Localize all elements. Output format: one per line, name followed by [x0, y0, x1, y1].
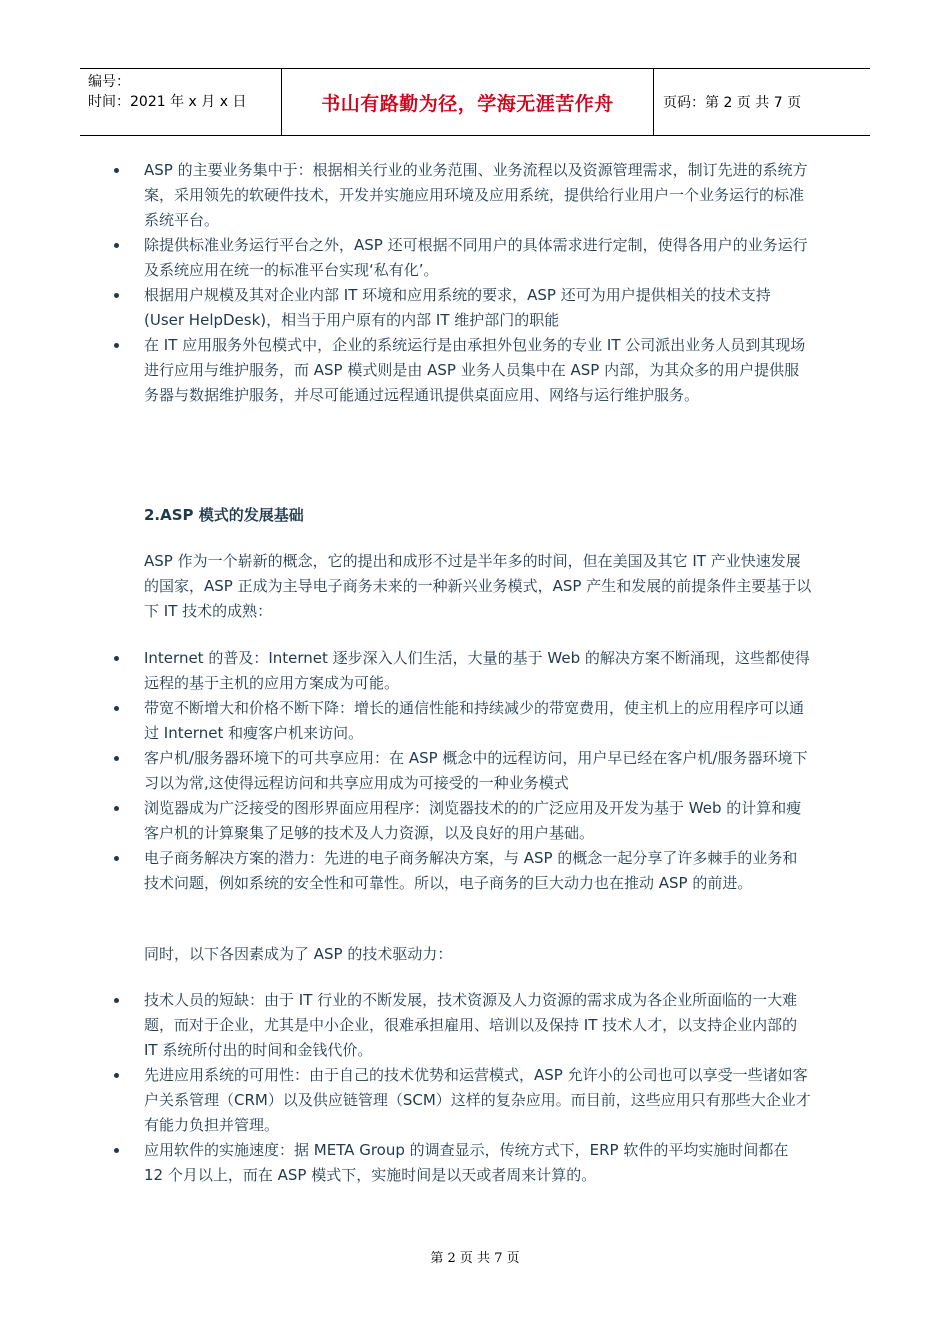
list-item	[112, 1138, 812, 1188]
list-item-text: 客户机/服务器环境下的可共享应用：在 ASP 概念中的远程访问，用户早已经在客户机/服务器环境下习以为常,这使得远程访问和共享应用成为可接受的一种业务模式	[144, 749, 808, 792]
header-motto: 书山有路勤为径，学海无涯苦作舟	[321, 92, 614, 115]
page-header	[80, 68, 870, 136]
list-item-text: Internet 的普及：Internet 逐步深入人们生活，大量的基于 Web 的解决方案不断涌现，这些都使得远程的基于主机的应用方案成为可能。	[144, 649, 810, 692]
bullet-icon	[114, 243, 119, 248]
list-item-text: 电子商务解决方案的潜力：先进的电子商务解决方案，与 ASP 的概念一起分享了许多棘手的业务和技术问题，例如系统的安全性和可靠性。所以，电子商务的巨大动力也在推动 ASP 的前进。	[144, 849, 798, 892]
document-number: 编号：	[88, 74, 130, 90]
list-item	[112, 158, 812, 233]
list-item	[112, 1063, 812, 1138]
page-footer: 第 2 页 共 7 页	[430, 1251, 520, 1266]
list-item-text: 先进应用系统的可用性：由于自己的技术优势和运营模式，ASP 允许小的公司也可以享受一些诸如客户关系管理（CRM）以及供应链管理（SCM）这样的复杂应用。而目前，这些应用只有那些大企业才有能力负担并管理。	[144, 1066, 811, 1134]
list-item	[112, 846, 812, 896]
bullet-icon	[114, 1148, 119, 1153]
list-item	[112, 333, 812, 408]
list-item-text: 技术人员的短缺：由于 IT 行业的不断发展，技术资源及人力资源的需求成为各企业所面临的一大难题，而对于企业，尤其是中小企业，很难承担雇用、培训以及保持 IT 技术人才，以支持企业内部的 IT 系统所付出的时间和金钱代价。	[144, 991, 798, 1059]
list-item-text: 带宽不断增大和价格不断下降：增长的通信性能和持续减少的带宽费用，使主机上的应用程序可以通过 Internet 和瘦客户机来访问。	[144, 699, 805, 742]
list-item-text: ASP 的主要业务集中于：根据相关行业的业务范围、业务流程以及资源管理需求，制订先进的系统方案，采用领先的软硬件技术，开发并实施应用环境及应用系统，提供给行业用户一个业务运行的标准系统平台。	[144, 161, 808, 229]
list-item	[112, 746, 812, 796]
bullet-icon	[114, 806, 119, 811]
bullet-icon	[114, 756, 119, 761]
drivers-list	[112, 988, 812, 1188]
asp-business-list	[112, 158, 812, 408]
document-date: 时间：2021 年 x 月 x 日	[88, 94, 247, 110]
header-meta-cell	[80, 69, 282, 135]
bullet-icon	[114, 293, 119, 298]
list-item-text: 浏览器成为广泛接受的图形界面应用程序：浏览器技术的的广泛应用及开发为基于 Web 的计算和瘦客户机的计算聚集了足够的技术及人力资源，以及良好的用户基础。	[144, 799, 802, 842]
list-item	[112, 233, 812, 283]
header-page-cell	[654, 69, 870, 135]
bullet-icon	[114, 856, 119, 861]
list-item	[112, 988, 812, 1063]
bullet-icon	[114, 656, 119, 661]
section-heading: 2.ASP 模式的发展基础	[144, 506, 304, 524]
list-item-text: 除提供标准业务运行平台之外，ASP 还可根据不同用户的具体需求进行定制，使得各用户的业务运行及系统应用在统一的标准平台实现‘私有化’。	[144, 236, 808, 279]
bullet-icon	[114, 998, 119, 1003]
list-item	[112, 696, 812, 746]
list-item-text: 应用软件的实施速度：据 META Group 的调查显示，传统方式下，ERP 软件的平均实施时间都在 12 个月以上，而在 ASP 模式下，实施时间是以天或者周来计算的。	[144, 1141, 789, 1184]
bullet-icon	[114, 343, 119, 348]
header-page-number: 页码：第 2 页 共 7 页	[663, 95, 802, 111]
list-item	[112, 283, 812, 333]
header-motto-cell	[282, 69, 654, 135]
list-item-text: 根据用户规模及其对企业内部 IT 环境和应用系统的要求，ASP 还可为用户提供相关的技术支持 (User HelpDesk)，相当于用户原有的内部 IT 维护部门的职能	[144, 286, 771, 329]
bullet-icon	[114, 1073, 119, 1078]
foundation-list	[112, 646, 812, 896]
list-item	[112, 796, 812, 846]
bullet-icon	[114, 706, 119, 711]
list-item	[112, 646, 812, 696]
bullet-icon	[114, 168, 119, 173]
list-item-text: 在 IT 应用服务外包模式中，企业的系统运行是由承担外包业务的专业 IT 公司派出业务人员到其现场进行应用与维护服务，而 ASP 模式则是由 ASP 业务人员集中在 ASP 内部，为其众多的用户提供服务器与数据维护服务，并尽可能通过远程通讯提供桌面应用、网络与运行维护服务。	[144, 336, 806, 404]
section-intro-paragraph: ASP 作为一个崭新的概念，它的提出和成形不过是半年多的时间，但在美国及其它 IT 产业快速发展的国家，ASP 正成为主导电子商务未来的一种新兴业务模式，ASP 产生和发展的前提条件主要基于以下 IT 技术的成熟：	[144, 552, 812, 620]
drivers-intro-paragraph: 同时，以下各因素成为了 ASP 的技术驱动力：	[144, 945, 453, 963]
